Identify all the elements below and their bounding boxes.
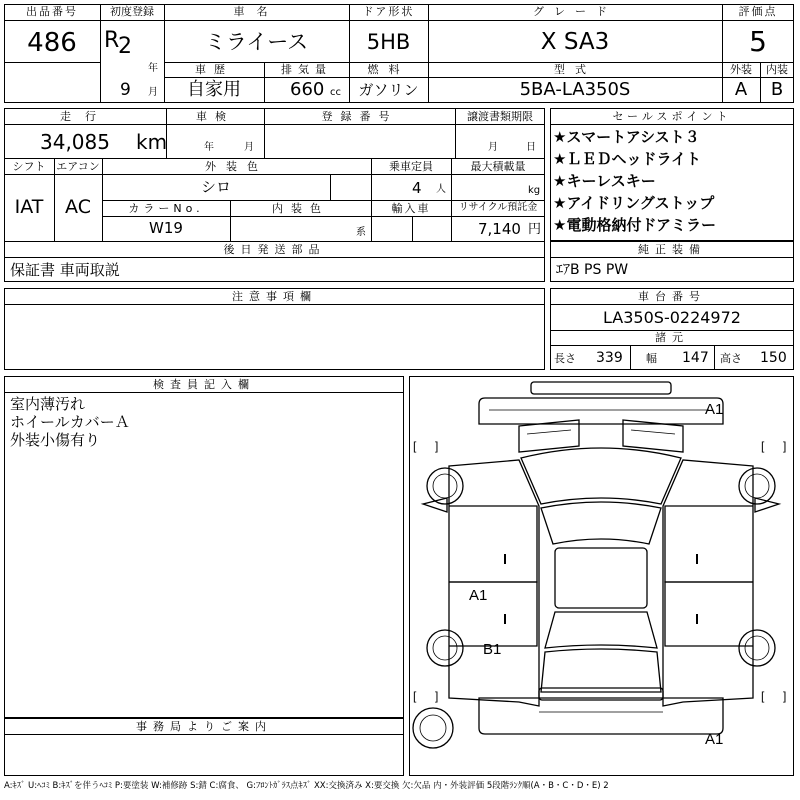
rear-glass-shape bbox=[545, 612, 657, 648]
interior-color-suffix: 系 bbox=[356, 227, 366, 238]
mileage-label: 走行 bbox=[60, 110, 110, 123]
ac-value: AC bbox=[65, 196, 91, 218]
displacement: 660 bbox=[290, 79, 325, 100]
front-bumper-shape bbox=[531, 382, 671, 394]
recycle-fee-unit: 円 bbox=[528, 222, 542, 237]
right-headlight-shape bbox=[623, 420, 683, 452]
svg-text:]: ] bbox=[783, 439, 787, 453]
inspector-line: ホイールカバーＡ bbox=[10, 413, 130, 431]
sales-point-item: ★スマートアシスト３ bbox=[553, 128, 700, 146]
history-label: 車歴 bbox=[195, 63, 233, 76]
height-value: 150 bbox=[760, 350, 787, 366]
fuel: ガソリン bbox=[358, 81, 419, 99]
inspector-label: 検査員記入欄 bbox=[153, 378, 255, 391]
svg-text:[: [ bbox=[413, 439, 417, 453]
transfer-day-unit: 日 bbox=[526, 142, 536, 153]
chassis-number: LA350S-0224972 bbox=[603, 308, 741, 327]
svg-text:]: ] bbox=[783, 689, 787, 703]
svg-text:[: [ bbox=[413, 689, 417, 703]
car-name: ミライース bbox=[204, 30, 309, 54]
model-code: 5BA-LA350S bbox=[519, 79, 631, 100]
later-parts-label: 後日発送部品 bbox=[223, 243, 326, 256]
left-headlight-shape bbox=[519, 420, 579, 452]
inspector-line: 外装小傷有り bbox=[10, 431, 101, 449]
svg-text:]: ] bbox=[435, 689, 439, 703]
era-letter: R bbox=[104, 28, 120, 53]
sales-point-item: ★アイドリングストップ bbox=[553, 194, 715, 212]
ac-label: エアコン bbox=[56, 160, 100, 173]
sales-point-item: ★キーレスキー bbox=[553, 172, 656, 190]
damage-mark-rear: A1 bbox=[705, 731, 724, 748]
exterior-grade: A bbox=[734, 79, 748, 100]
year-unit: 年 bbox=[148, 63, 158, 74]
hood-front-shape bbox=[479, 398, 723, 424]
capacity-value: 4 bbox=[412, 179, 422, 197]
registration-month: 9 bbox=[120, 80, 131, 100]
car-name-label: 車名 bbox=[233, 5, 280, 18]
notes-label: 注意事項欄 bbox=[232, 290, 317, 303]
width-label: 幅 bbox=[646, 352, 657, 365]
svg-text:[: [ bbox=[761, 689, 765, 703]
spare-wheel-shape bbox=[413, 708, 453, 748]
transfer-month-unit: 月 bbox=[488, 142, 498, 153]
interior-grade: B bbox=[770, 79, 784, 100]
fuel-label: 燃料 bbox=[367, 63, 410, 76]
month-unit: 月 bbox=[148, 87, 158, 98]
damage-mark-front: A1 bbox=[705, 401, 724, 418]
capacity-unit: 人 bbox=[436, 184, 446, 195]
width-value: 147 bbox=[682, 350, 709, 366]
color-number-label: カラーNo. bbox=[128, 202, 204, 215]
shift-value: IAT bbox=[14, 196, 44, 218]
lot-number: 486 bbox=[27, 28, 77, 58]
import-label: 輸入車 bbox=[391, 202, 431, 215]
office-notice-label: 事務局よりご案内 bbox=[136, 720, 272, 733]
displacement-unit: cc bbox=[330, 87, 341, 98]
rear-hatch-shape bbox=[541, 649, 661, 692]
overall-score: 5 bbox=[749, 25, 767, 58]
inspector-line: 室内薄汚れ bbox=[10, 395, 86, 413]
lot-number-label: 出品番号 bbox=[26, 5, 78, 18]
inspection-month-unit: 月 bbox=[244, 142, 254, 153]
door-type-label: ドア形状 bbox=[362, 5, 415, 18]
recycle-fee-label: リサイクル預託金 bbox=[458, 202, 538, 213]
height-label: 高さ bbox=[720, 352, 742, 365]
exterior-grade-label: 外装 bbox=[730, 63, 752, 76]
inspection-label: 車検 bbox=[196, 110, 234, 123]
rear-left-wheel-shape bbox=[427, 630, 463, 666]
first-registration-label: 初度登録 bbox=[110, 5, 154, 18]
max-load-label: 最大積載量 bbox=[470, 160, 526, 173]
score-label: 評価点 bbox=[738, 5, 778, 18]
later-parts: 保証書 車両取説 bbox=[10, 261, 120, 279]
plate-number-label: 登録番号 bbox=[321, 110, 398, 123]
exterior-color: シロ bbox=[200, 178, 231, 196]
hood-shape bbox=[521, 448, 681, 504]
grade-label: グレード bbox=[533, 5, 617, 18]
damage-mark-left-rear: B1 bbox=[483, 641, 502, 658]
vehicle-history: 自家用 bbox=[187, 79, 241, 100]
door-type: 5HB bbox=[366, 30, 411, 54]
svg-text:[: [ bbox=[761, 439, 765, 453]
svg-text:]: ] bbox=[435, 439, 439, 453]
registration-year: 2 bbox=[118, 34, 132, 59]
chassis-number-label: 車台番号 bbox=[638, 290, 706, 303]
transfer-deadline-label: 譲渡書類期限 bbox=[467, 110, 533, 123]
max-load-unit: kg bbox=[528, 185, 541, 196]
shift-label: シフト bbox=[12, 160, 46, 173]
damage-diagram bbox=[409, 376, 794, 776]
displacement-label: 排気量 bbox=[281, 63, 332, 76]
length-label: 長さ bbox=[554, 352, 576, 365]
sales-point-item: ★ＬＥＤヘッドライト bbox=[553, 150, 701, 168]
mileage-value: 34,085 bbox=[40, 130, 110, 154]
damage-mark-left-door: A1 bbox=[469, 587, 488, 604]
mileage-unit: km bbox=[136, 130, 168, 154]
interior-color-label: 内装色 bbox=[272, 202, 329, 215]
exterior-color-label: 外装色 bbox=[205, 160, 268, 173]
damage-legend: A:ｷｽﾞ U:ﾍｺﾐ B:ｷｽﾞを伴うﾍｺﾐ P:要塗装 W:補修跡 S:錆 C:腐食、 G:ﾌﾛﾝﾄｶﾞﾗｽ点ｷｽﾞ XX:交換済み X:要交換 欠:欠品 内・外装評価 5段階ﾗﾝｸ順(A・B・C・D・E) 2 bbox=[4, 781, 609, 791]
rear-bumper-shape bbox=[479, 698, 723, 734]
grade: X SA3 bbox=[540, 29, 610, 55]
sales-points-label: セールスポイント bbox=[612, 110, 732, 123]
model-code-label: 型式 bbox=[554, 63, 596, 76]
left-front-door-shape bbox=[449, 506, 537, 582]
windshield-shape bbox=[541, 502, 661, 544]
equipment-label: 純正装備 bbox=[638, 243, 706, 256]
dimensions-label: 諸元 bbox=[655, 331, 689, 344]
left-rear-door-shape bbox=[449, 582, 537, 646]
inspection-year-unit: 年 bbox=[204, 142, 214, 153]
sales-point-item: ★電動格納付ドアミラー bbox=[553, 216, 716, 234]
capacity-label: 乗車定員 bbox=[389, 160, 433, 173]
color-number: W19 bbox=[149, 219, 183, 237]
interior-grade-label: 内装 bbox=[766, 63, 788, 76]
length-value: 339 bbox=[596, 350, 623, 366]
recycle-fee: 7,140 bbox=[478, 220, 521, 238]
equipment-value: ｴｱB PS PW bbox=[556, 262, 629, 278]
roof-shape bbox=[555, 548, 647, 608]
body-outline-shape bbox=[449, 460, 539, 706]
